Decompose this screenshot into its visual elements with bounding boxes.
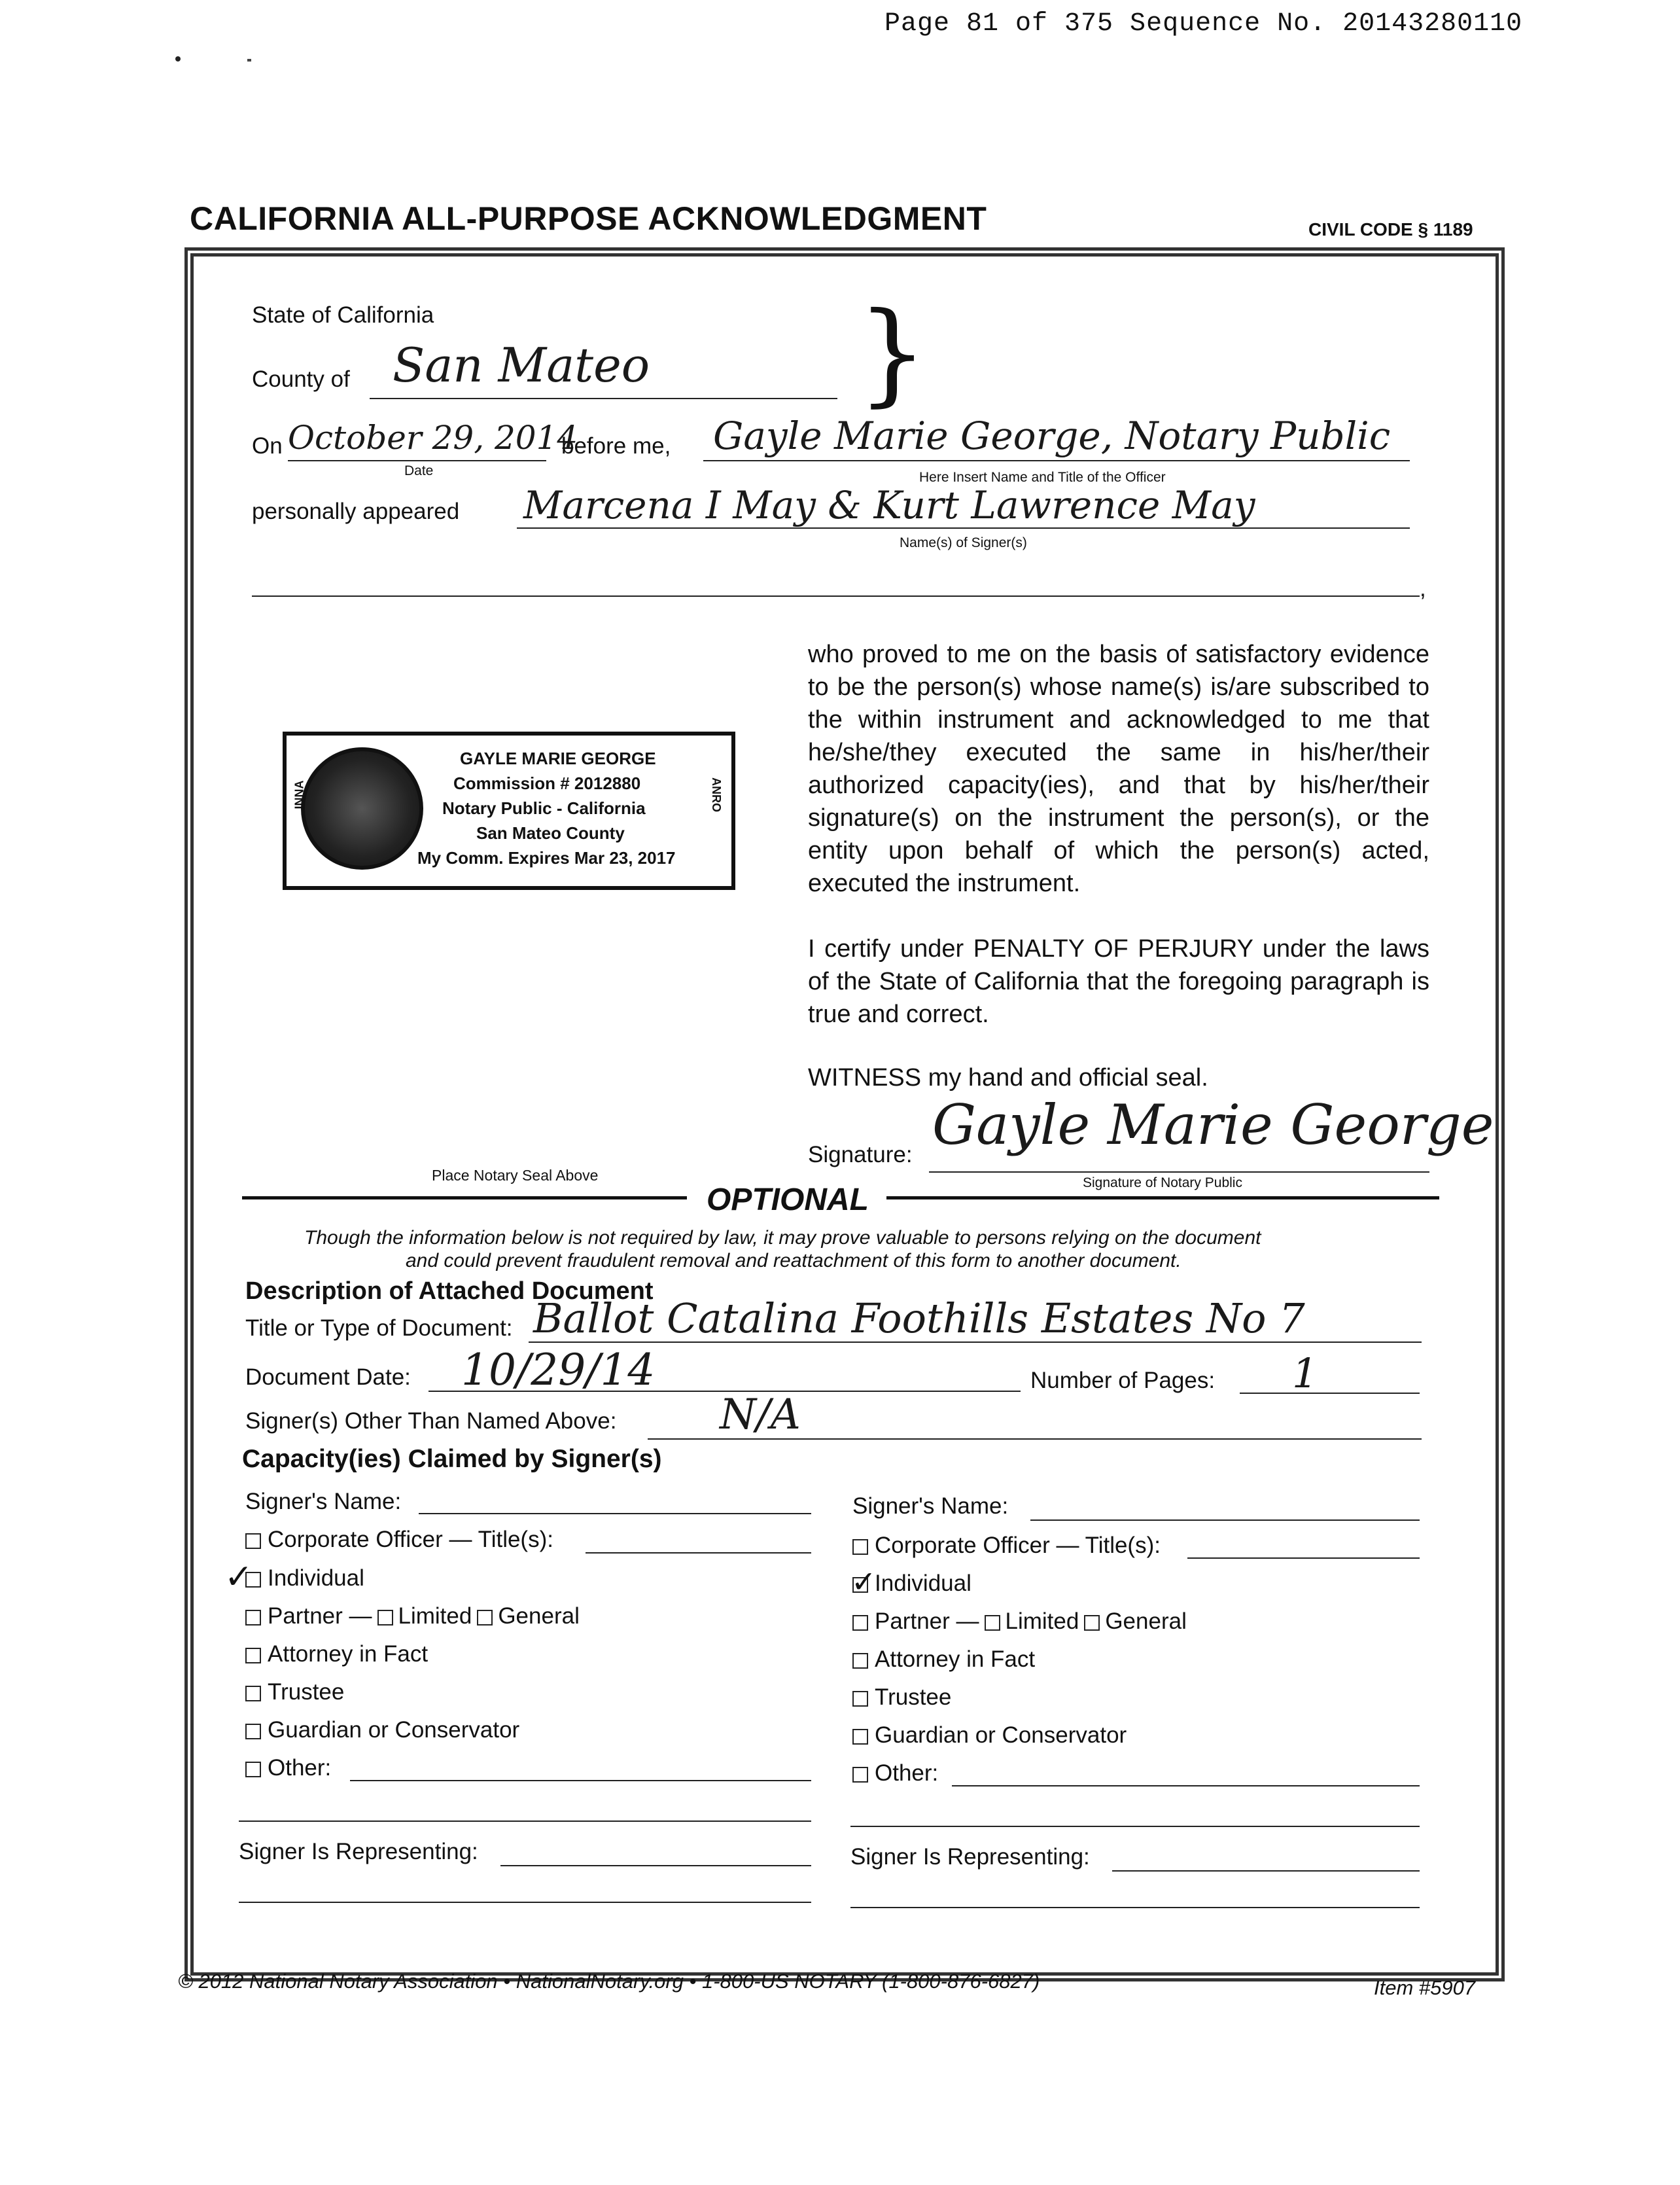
left-other-option <box>245 1755 331 1781</box>
other-signers-value: N/A <box>720 1391 801 1439</box>
left-attorney-label: Attorney in Fact <box>268 1641 429 1667</box>
right-trustee-checkbox[interactable] <box>852 1691 868 1707</box>
right-signers-name-line <box>1030 1519 1420 1521</box>
left-signers-name-label: Signer's Name: <box>245 1489 402 1514</box>
left-guardian-option <box>245 1717 519 1743</box>
left-general-checkbox[interactable] <box>477 1610 493 1625</box>
optional-rule-right <box>886 1196 1439 1199</box>
notary-seal-stamp <box>283 732 735 890</box>
right-corporate-line <box>1187 1557 1420 1559</box>
page-sequence-header: Page 81 of 375 Sequence No. 20143280110 <box>884 9 1523 39</box>
date-value: October 29, 2014 <box>288 419 578 457</box>
right-trustee-label: Trustee <box>875 1684 952 1710</box>
right-corporate-checkbox[interactable] <box>852 1539 868 1555</box>
signature-label: Signature: <box>808 1142 913 1167</box>
right-attorney-checkbox[interactable] <box>852 1653 868 1669</box>
pages-label: Number of Pages: <box>1030 1368 1216 1393</box>
signers-comma: , <box>1420 576 1426 601</box>
left-other-line <box>350 1780 811 1781</box>
right-partner-checkbox[interactable] <box>852 1615 868 1631</box>
left-other-line-2 <box>239 1821 811 1822</box>
stamp-name: GAYLE MARIE GEORGE <box>460 749 656 768</box>
left-corporate-line <box>586 1552 811 1554</box>
proof-paragraph: who proved to me on the basis of satisfactory evidence to be the person(s) whose name(s) is/are subscribed to the within instrument and acknowledged to me that he/she/they executed the same in his/her/their authorized capacity(ies), and that by his/her/their signature(s) on the instrument the person(s), or the entity upon behalf of which the person(s) acted, executed the instrument. <box>808 641 1429 897</box>
left-limited-label: Limited <box>398 1603 472 1629</box>
right-representing-line <box>1112 1870 1420 1872</box>
left-guardian-checkbox[interactable] <box>245 1724 261 1739</box>
form-title: CALIFORNIA ALL-PURPOSE ACKNOWLEDGMENT <box>190 200 987 237</box>
notary-signature: Gayle Marie George <box>932 1093 1494 1157</box>
certify-paragraph: I certify under PENALTY OF PERJURY under the laws of the State of California that the foregoing paragraph is true and correct. <box>808 935 1429 1028</box>
right-other-line <box>952 1785 1420 1786</box>
stamp-side-left: INNA <box>292 780 306 809</box>
left-partner-option <box>245 1603 580 1629</box>
left-representing-label: Signer Is Representing: <box>239 1839 478 1864</box>
left-partner-checkbox[interactable] <box>245 1610 261 1625</box>
left-guardian-label: Guardian or Conservator <box>268 1717 520 1743</box>
left-corporate-option <box>245 1527 553 1553</box>
left-limited-checkbox[interactable] <box>377 1610 393 1625</box>
title-value: Ballot Catalina Foothills Estates No 7 <box>533 1294 1305 1342</box>
seal-caption: Place Notary Seal Above <box>432 1167 599 1184</box>
left-individual-option <box>224 1557 364 1596</box>
left-signers-name-line <box>419 1513 811 1514</box>
pages-value: 1 <box>1292 1349 1318 1397</box>
footer-item-number: Item #5907 <box>1374 1976 1476 1999</box>
date-line <box>288 460 546 461</box>
title-label: Title or Type of Document: <box>245 1315 513 1341</box>
right-partner-option <box>852 1608 1187 1635</box>
stamp-side-right: ANRO <box>710 777 723 812</box>
left-partner-label: Partner — <box>268 1603 372 1629</box>
right-guardian-checkbox[interactable] <box>852 1729 868 1745</box>
right-attorney-option <box>852 1646 1035 1673</box>
scan-speck <box>247 59 251 62</box>
right-individual-option <box>851 1564 971 1599</box>
right-corporate-label: Corporate Officer — Title(s): <box>875 1533 1161 1558</box>
left-trustee-label: Trustee <box>268 1679 345 1705</box>
capacity-heading: Capacity(ies) Claimed by Signer(s) <box>242 1445 662 1473</box>
other-signers-label: Signer(s) Other Than Named Above: <box>245 1408 617 1434</box>
title-line <box>529 1341 1422 1343</box>
signature-caption: Signature of Notary Public <box>1083 1175 1242 1190</box>
before-me-label: before me, <box>561 433 671 459</box>
document-date-value: 10/29/14 <box>461 1345 656 1395</box>
right-representing-label: Signer Is Representing: <box>850 1844 1090 1870</box>
right-limited-label: Limited <box>1005 1608 1079 1634</box>
date-caption: Date <box>404 463 434 478</box>
right-other-option <box>852 1760 938 1786</box>
right-signers-name-label: Signer's Name: <box>852 1493 1009 1519</box>
signers-value: Marcena I May & Kurt Lawrence May <box>523 483 1255 527</box>
appeared-label: personally appeared <box>252 499 460 524</box>
left-individual-checkbox[interactable] <box>224 1557 261 1596</box>
civil-code: CIVIL CODE § 1189 <box>1308 219 1473 240</box>
signers-line-2 <box>252 595 1420 597</box>
optional-note-2: and could prevent fraudulent removal and reattachment of this form to another document. <box>406 1250 1181 1271</box>
right-attorney-label: Attorney in Fact <box>875 1646 1036 1672</box>
on-label: On <box>252 433 283 459</box>
signers-caption: Name(s) of Signer(s) <box>900 535 1027 550</box>
left-other-checkbox[interactable] <box>245 1762 261 1777</box>
left-general-label: General <box>498 1603 580 1629</box>
right-individual-checkbox[interactable] <box>851 1564 877 1599</box>
officer-line <box>703 460 1410 461</box>
left-individual-label: Individual <box>268 1565 364 1591</box>
right-corporate-option <box>852 1533 1161 1559</box>
right-partner-label: Partner — <box>875 1608 979 1634</box>
left-trustee-option <box>245 1679 344 1705</box>
left-representing-line <box>500 1865 811 1866</box>
footer-copyright: © 2012 National Notary Association • NationalNotary.org • 1-800-US NOTARY (1-800-876-6827) <box>178 1970 1040 1993</box>
right-guardian-option <box>852 1722 1127 1749</box>
stamp-title: Notary Public - California <box>442 798 646 818</box>
right-other-label: Other: <box>875 1760 939 1786</box>
right-other-checkbox[interactable] <box>852 1767 868 1783</box>
officer-value: Gayle Marie George, Notary Public <box>713 414 1391 458</box>
check-mark-icon: ✓ <box>851 1564 877 1599</box>
optional-heading: OPTIONAL <box>707 1182 869 1217</box>
signature-line <box>929 1171 1429 1173</box>
check-mark-icon: ✓ <box>224 1557 253 1596</box>
stamp-commission: Commission # 2012880 <box>453 773 641 793</box>
left-corporate-checkbox[interactable] <box>245 1533 261 1549</box>
county-label: County of <box>252 366 350 392</box>
left-trustee-checkbox[interactable] <box>245 1686 261 1701</box>
scan-speck <box>175 56 181 62</box>
right-guardian-label: Guardian or Conservator <box>875 1722 1127 1748</box>
pages-line <box>1240 1393 1420 1394</box>
county-value: San Mateo <box>393 338 650 393</box>
notary-seal-emblem <box>301 747 423 870</box>
county-brace: } <box>857 289 928 418</box>
state-label: State of California <box>252 302 434 328</box>
witness-text: WITNESS my hand and official seal. <box>808 1064 1208 1092</box>
stamp-expires: My Comm. Expires Mar 23, 2017 <box>417 848 676 868</box>
right-other-line-2 <box>850 1826 1420 1827</box>
optional-note-1: Though the information below is not required by law, it may prove valuable to persons relying on the document <box>304 1227 1261 1249</box>
document-date-label: Document Date: <box>245 1364 411 1390</box>
left-attorney-option <box>245 1641 428 1667</box>
right-individual-label: Individual <box>875 1571 971 1596</box>
left-attorney-checkbox[interactable] <box>245 1648 261 1663</box>
left-representing-line-2 <box>239 1902 811 1903</box>
right-general-checkbox[interactable] <box>1084 1615 1100 1631</box>
optional-rule-left <box>242 1196 687 1199</box>
left-corporate-label: Corporate Officer — Title(s): <box>268 1527 553 1552</box>
right-general-label: General <box>1105 1608 1187 1634</box>
right-limited-checkbox[interactable] <box>985 1615 1000 1631</box>
officer-caption: Here Insert Name and Title of the Officer <box>919 470 1166 485</box>
description-heading: Description of Attached Document <box>245 1277 654 1305</box>
other-signers-line <box>648 1438 1422 1440</box>
county-line <box>370 398 837 399</box>
signers-line <box>517 527 1410 529</box>
left-other-label: Other: <box>268 1755 332 1781</box>
right-representing-line-2 <box>850 1907 1420 1908</box>
right-trustee-option <box>852 1684 951 1711</box>
stamp-county: San Mateo County <box>476 823 625 843</box>
